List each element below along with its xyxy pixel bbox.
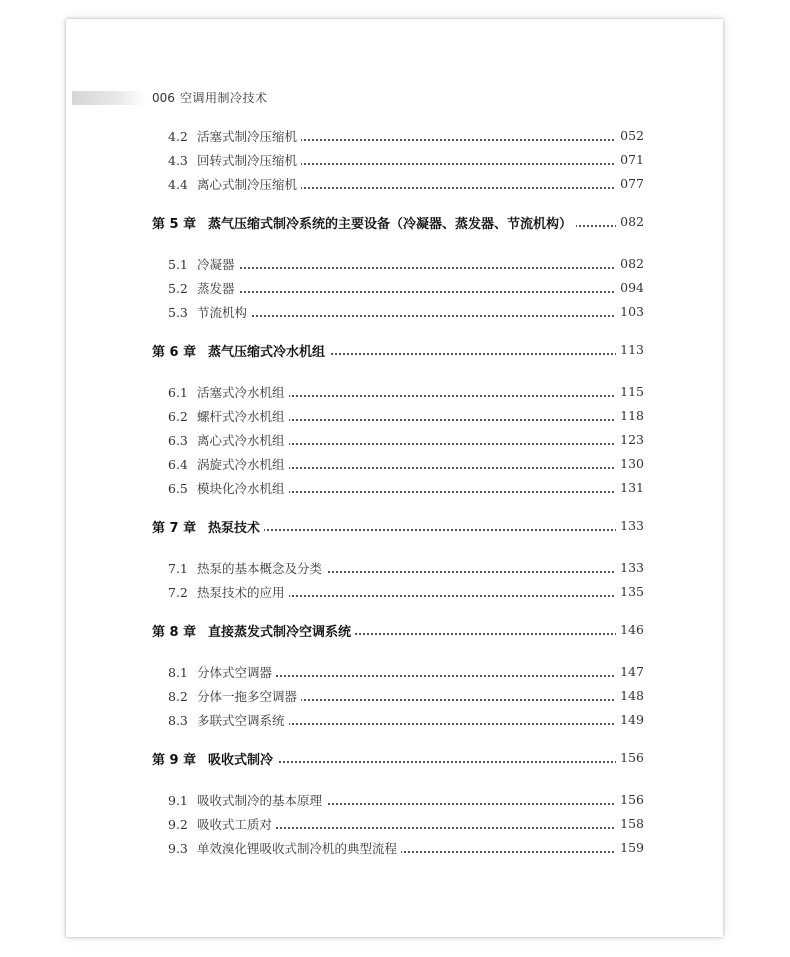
chapter-title: 吸收式制冷 [208,749,277,768]
toc-section-row [66,686,723,706]
section-number: 4.4 [168,176,188,192]
section-title: 多联式空调系统 [197,711,289,729]
chapter-label: 第 8 章 [152,621,196,640]
header-book-title: 空调用制冷技术 [180,91,268,105]
section-number: 6.3 [168,432,188,448]
page-number: 133 [616,560,644,575]
leader-dots [197,290,621,293]
toc-chapter-row [66,748,723,768]
page-number: 147 [616,664,644,679]
page-number: 159 [616,840,644,855]
page-number: 118 [616,408,644,423]
section-number: 5.2 [168,280,188,296]
chapter-label: 第 9 章 [152,749,196,768]
page-number: 077 [616,176,644,191]
toc-section-row [66,790,723,810]
section-title: 蒸发器 [197,279,239,297]
page-number: 149 [616,712,644,727]
section-title: 吸收式工质对 [197,815,276,833]
section-title: 冷凝器 [197,255,239,273]
running-header [66,90,723,106]
section-number: 5.3 [168,304,188,320]
section-number: 6.4 [168,456,188,472]
section-number: 4.2 [168,128,188,144]
page-number: 082 [616,214,644,229]
section-number: 9.1 [168,792,188,808]
section-number: 9.3 [168,840,188,856]
toc-section-row [66,174,723,194]
page-number: 052 [616,128,644,143]
section-title: 离心式制冷压缩机 [197,175,301,193]
section-number: 7.2 [168,584,188,600]
toc-chapter-row [66,340,723,360]
chapter-label: 第 7 章 [152,517,196,536]
chapter-title: 蒸气压缩式冷水机组 [208,341,329,360]
page-number: 156 [616,750,644,765]
page-number: 113 [616,342,644,357]
toc-section-row [66,558,723,578]
section-number: 7.1 [168,560,188,576]
toc-section-row [66,710,723,730]
toc-section-row [66,478,723,498]
toc-section-row [66,454,723,474]
toc-section-row [66,582,723,602]
toc-section-row [66,254,723,274]
chapter-title: 热泵技术 [208,517,264,536]
leader-dots [197,314,621,317]
header-page-number: 006 [152,91,175,105]
section-number: 8.2 [168,688,188,704]
chapter-title: 蒸气压缩式制冷系统的主要设备（冷凝器、蒸发器、节流机构） [208,213,576,232]
section-title: 涡旋式冷水机组 [197,455,289,473]
section-title: 离心式冷水机组 [197,431,289,449]
chapter-label: 第 6 章 [152,341,196,360]
chapter-label: 第 5 章 [152,213,196,232]
section-number: 6.5 [168,480,188,496]
page-number: 082 [616,256,644,271]
page-number: 135 [616,584,644,599]
toc-section-row [66,302,723,322]
page-number: 146 [616,622,644,637]
section-title: 模块化冷水机组 [197,479,289,497]
section-title: 吸收式制冷的基本原理 [197,791,326,809]
chapter-title: 直接蒸发式制冷空调系统 [208,621,355,640]
toc-chapter-row [66,212,723,232]
toc-section-row [66,662,723,682]
section-number: 4.3 [168,152,188,168]
page-number: 130 [616,456,644,471]
page-number: 115 [616,384,644,399]
page-number: 133 [616,518,644,533]
section-title: 螺杆式冷水机组 [197,407,289,425]
header-gradient-bar [72,91,146,105]
page-number: 156 [616,792,644,807]
section-number: 6.2 [168,408,188,424]
section-title: 节流机构 [197,303,251,321]
section-title: 热泵的基本概念及分类 [197,559,326,577]
section-number: 8.3 [168,712,188,728]
toc-section-row [66,278,723,298]
page-number: 094 [616,280,644,295]
leader-dots [208,528,621,531]
section-title: 回转式制冷压缩机 [197,151,301,169]
section-title: 热泵技术的应用 [197,583,289,601]
page-number: 148 [616,688,644,703]
section-title: 分体一拖多空调器 [197,687,301,705]
toc-section-row [66,406,723,426]
section-number: 6.1 [168,384,188,400]
section-title: 分体式空调器 [197,663,276,681]
section-number: 9.2 [168,816,188,832]
toc-section-row [66,430,723,450]
page-number: 123 [616,432,644,447]
toc-section-row [66,126,723,146]
toc-section-row [66,838,723,858]
section-number: 5.1 [168,256,188,272]
toc-section-row [66,814,723,834]
page-number: 071 [616,152,644,167]
page-number: 158 [616,816,644,831]
toc-chapter-row [66,516,723,536]
book-page [66,19,723,937]
toc-section-row [66,382,723,402]
page-number: 131 [616,480,644,495]
page-number: 103 [616,304,644,319]
toc-section-row [66,150,723,170]
leader-dots [197,266,621,269]
section-number: 8.1 [168,664,188,680]
toc-chapter-row [66,620,723,640]
section-title: 单效溴化锂吸收式制冷机的典型流程 [197,839,401,857]
section-title: 活塞式冷水机组 [197,383,289,401]
section-title: 活塞式制冷压缩机 [197,127,301,145]
